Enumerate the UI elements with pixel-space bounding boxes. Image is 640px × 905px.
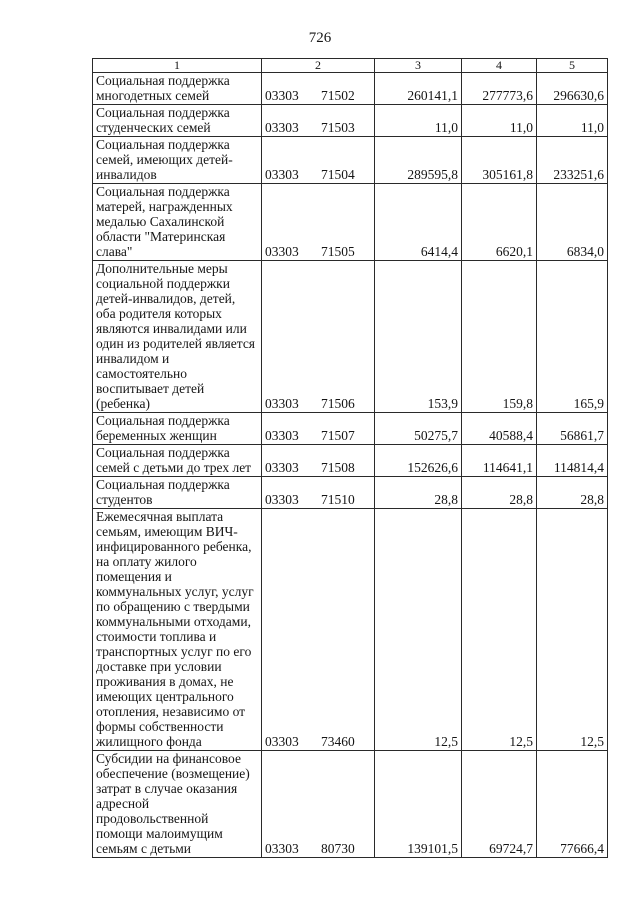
row-name: Социальная поддержка семей, имеющих детей-инвалидов <box>93 137 262 184</box>
code-section: 03303 <box>265 167 299 182</box>
value-col-4: 12,5 <box>462 509 537 751</box>
code-section: 03303 <box>265 88 299 103</box>
row-code <box>262 751 375 858</box>
value-col-4: 305161,8 <box>462 137 537 184</box>
page-number: 726 <box>308 30 332 46</box>
table-row <box>93 73 608 105</box>
table-row <box>93 137 608 184</box>
value-col-5: 6834,0 <box>537 184 608 261</box>
row-code <box>262 73 375 105</box>
value-col-3: 6414,4 <box>375 184 462 261</box>
row-name: Социальная поддержка студенческих семей <box>93 105 262 137</box>
value-col-3: 28,8 <box>375 477 462 509</box>
column-header-3: 3 <box>375 59 462 73</box>
column-header-4: 4 <box>462 59 537 73</box>
value-col-5: 296630,6 <box>537 73 608 105</box>
value-col-4: 69724,7 <box>462 751 537 858</box>
row-name: Социальная поддержка студентов <box>93 477 262 509</box>
code-item: 71504 <box>321 167 355 182</box>
code-item: 71502 <box>321 88 355 103</box>
value-col-4: 11,0 <box>462 105 537 137</box>
row-name: Ежемесячная выплата семьям, имеющим ВИЧ-инфицированного ребенка, на оплату жилого помещения и коммунальных услуг, услуг по обращению с твердыми коммунальными отходами, стоимости топлива и транспортных услуг по его доставке при условии проживания в домах, не имеющих центрального отопления, независимо от формы собственности жилищного фонда <box>93 509 262 751</box>
table-row <box>93 445 608 477</box>
table-row <box>93 751 608 858</box>
value-col-3: 11,0 <box>375 105 462 137</box>
value-col-4: 6620,1 <box>462 184 537 261</box>
value-col-5: 28,8 <box>537 477 608 509</box>
row-code <box>262 105 375 137</box>
table-row <box>93 261 608 413</box>
code-item: 73460 <box>321 734 355 749</box>
value-col-4: 28,8 <box>462 477 537 509</box>
row-code <box>262 137 375 184</box>
value-col-4: 159,8 <box>462 261 537 413</box>
row-name: Социальная поддержка беременных женщин <box>93 413 262 445</box>
value-col-5: 56861,7 <box>537 413 608 445</box>
code-section: 03303 <box>265 244 299 259</box>
value-col-4: 40588,4 <box>462 413 537 445</box>
value-col-3: 152626,6 <box>375 445 462 477</box>
value-col-3: 260141,1 <box>375 73 462 105</box>
code-section: 03303 <box>265 492 299 507</box>
code-item: 71508 <box>321 460 355 475</box>
value-col-5: 165,9 <box>537 261 608 413</box>
value-col-3: 153,9 <box>375 261 462 413</box>
value-col-3: 289595,8 <box>375 137 462 184</box>
row-code <box>262 477 375 509</box>
code-item: 71510 <box>321 492 355 507</box>
row-name: Социальная поддержка семей с детьми до трех лет <box>93 445 262 477</box>
row-code <box>262 184 375 261</box>
column-header-1: 1 <box>93 59 262 73</box>
value-col-5: 12,5 <box>537 509 608 751</box>
value-col-5: 11,0 <box>537 105 608 137</box>
value-col-3: 12,5 <box>375 509 462 751</box>
value-col-4: 277773,6 <box>462 73 537 105</box>
code-section: 03303 <box>265 460 299 475</box>
code-section: 03303 <box>265 120 299 135</box>
code-item: 71506 <box>321 396 355 411</box>
code-section: 03303 <box>265 396 299 411</box>
row-name: Субсидии на финансовое обеспечение (возмещение) затрат в случае оказания адресной продовольственной помощи малоимущим семьям с детьми <box>93 751 262 858</box>
table-row <box>93 184 608 261</box>
column-header-2: 2 <box>262 59 375 73</box>
code-item: 80730 <box>321 841 355 856</box>
row-name: Социальная поддержка матерей, награжденных медалью Сахалинской области "Материнская слава" <box>93 184 262 261</box>
table-row <box>93 509 608 751</box>
column-number-row <box>93 59 608 73</box>
code-item: 71503 <box>321 120 355 135</box>
column-header-5: 5 <box>537 59 608 73</box>
value-col-5: 233251,6 <box>537 137 608 184</box>
table-row <box>93 413 608 445</box>
value-col-5: 114814,4 <box>537 445 608 477</box>
row-name: Социальная поддержка многодетных семей <box>93 73 262 105</box>
table-row <box>93 477 608 509</box>
row-name: Дополнительные меры социальной поддержки детей-инвалидов, детей, оба родителя которых являются инвалидами или один из родителей является инвалидом и самостоятельно воспитывает детей (ребенка) <box>93 261 262 413</box>
code-section: 03303 <box>265 841 299 856</box>
value-col-3: 50275,7 <box>375 413 462 445</box>
value-col-4: 114641,1 <box>462 445 537 477</box>
value-col-3: 139101,5 <box>375 751 462 858</box>
row-code <box>262 445 375 477</box>
code-item: 71507 <box>321 428 355 443</box>
row-code <box>262 261 375 413</box>
code-section: 03303 <box>265 734 299 749</box>
budget-table <box>92 58 608 858</box>
row-code <box>262 509 375 751</box>
code-section: 03303 <box>265 428 299 443</box>
table-row <box>93 105 608 137</box>
value-col-5: 77666,4 <box>537 751 608 858</box>
row-code <box>262 413 375 445</box>
code-item: 71505 <box>321 244 355 259</box>
